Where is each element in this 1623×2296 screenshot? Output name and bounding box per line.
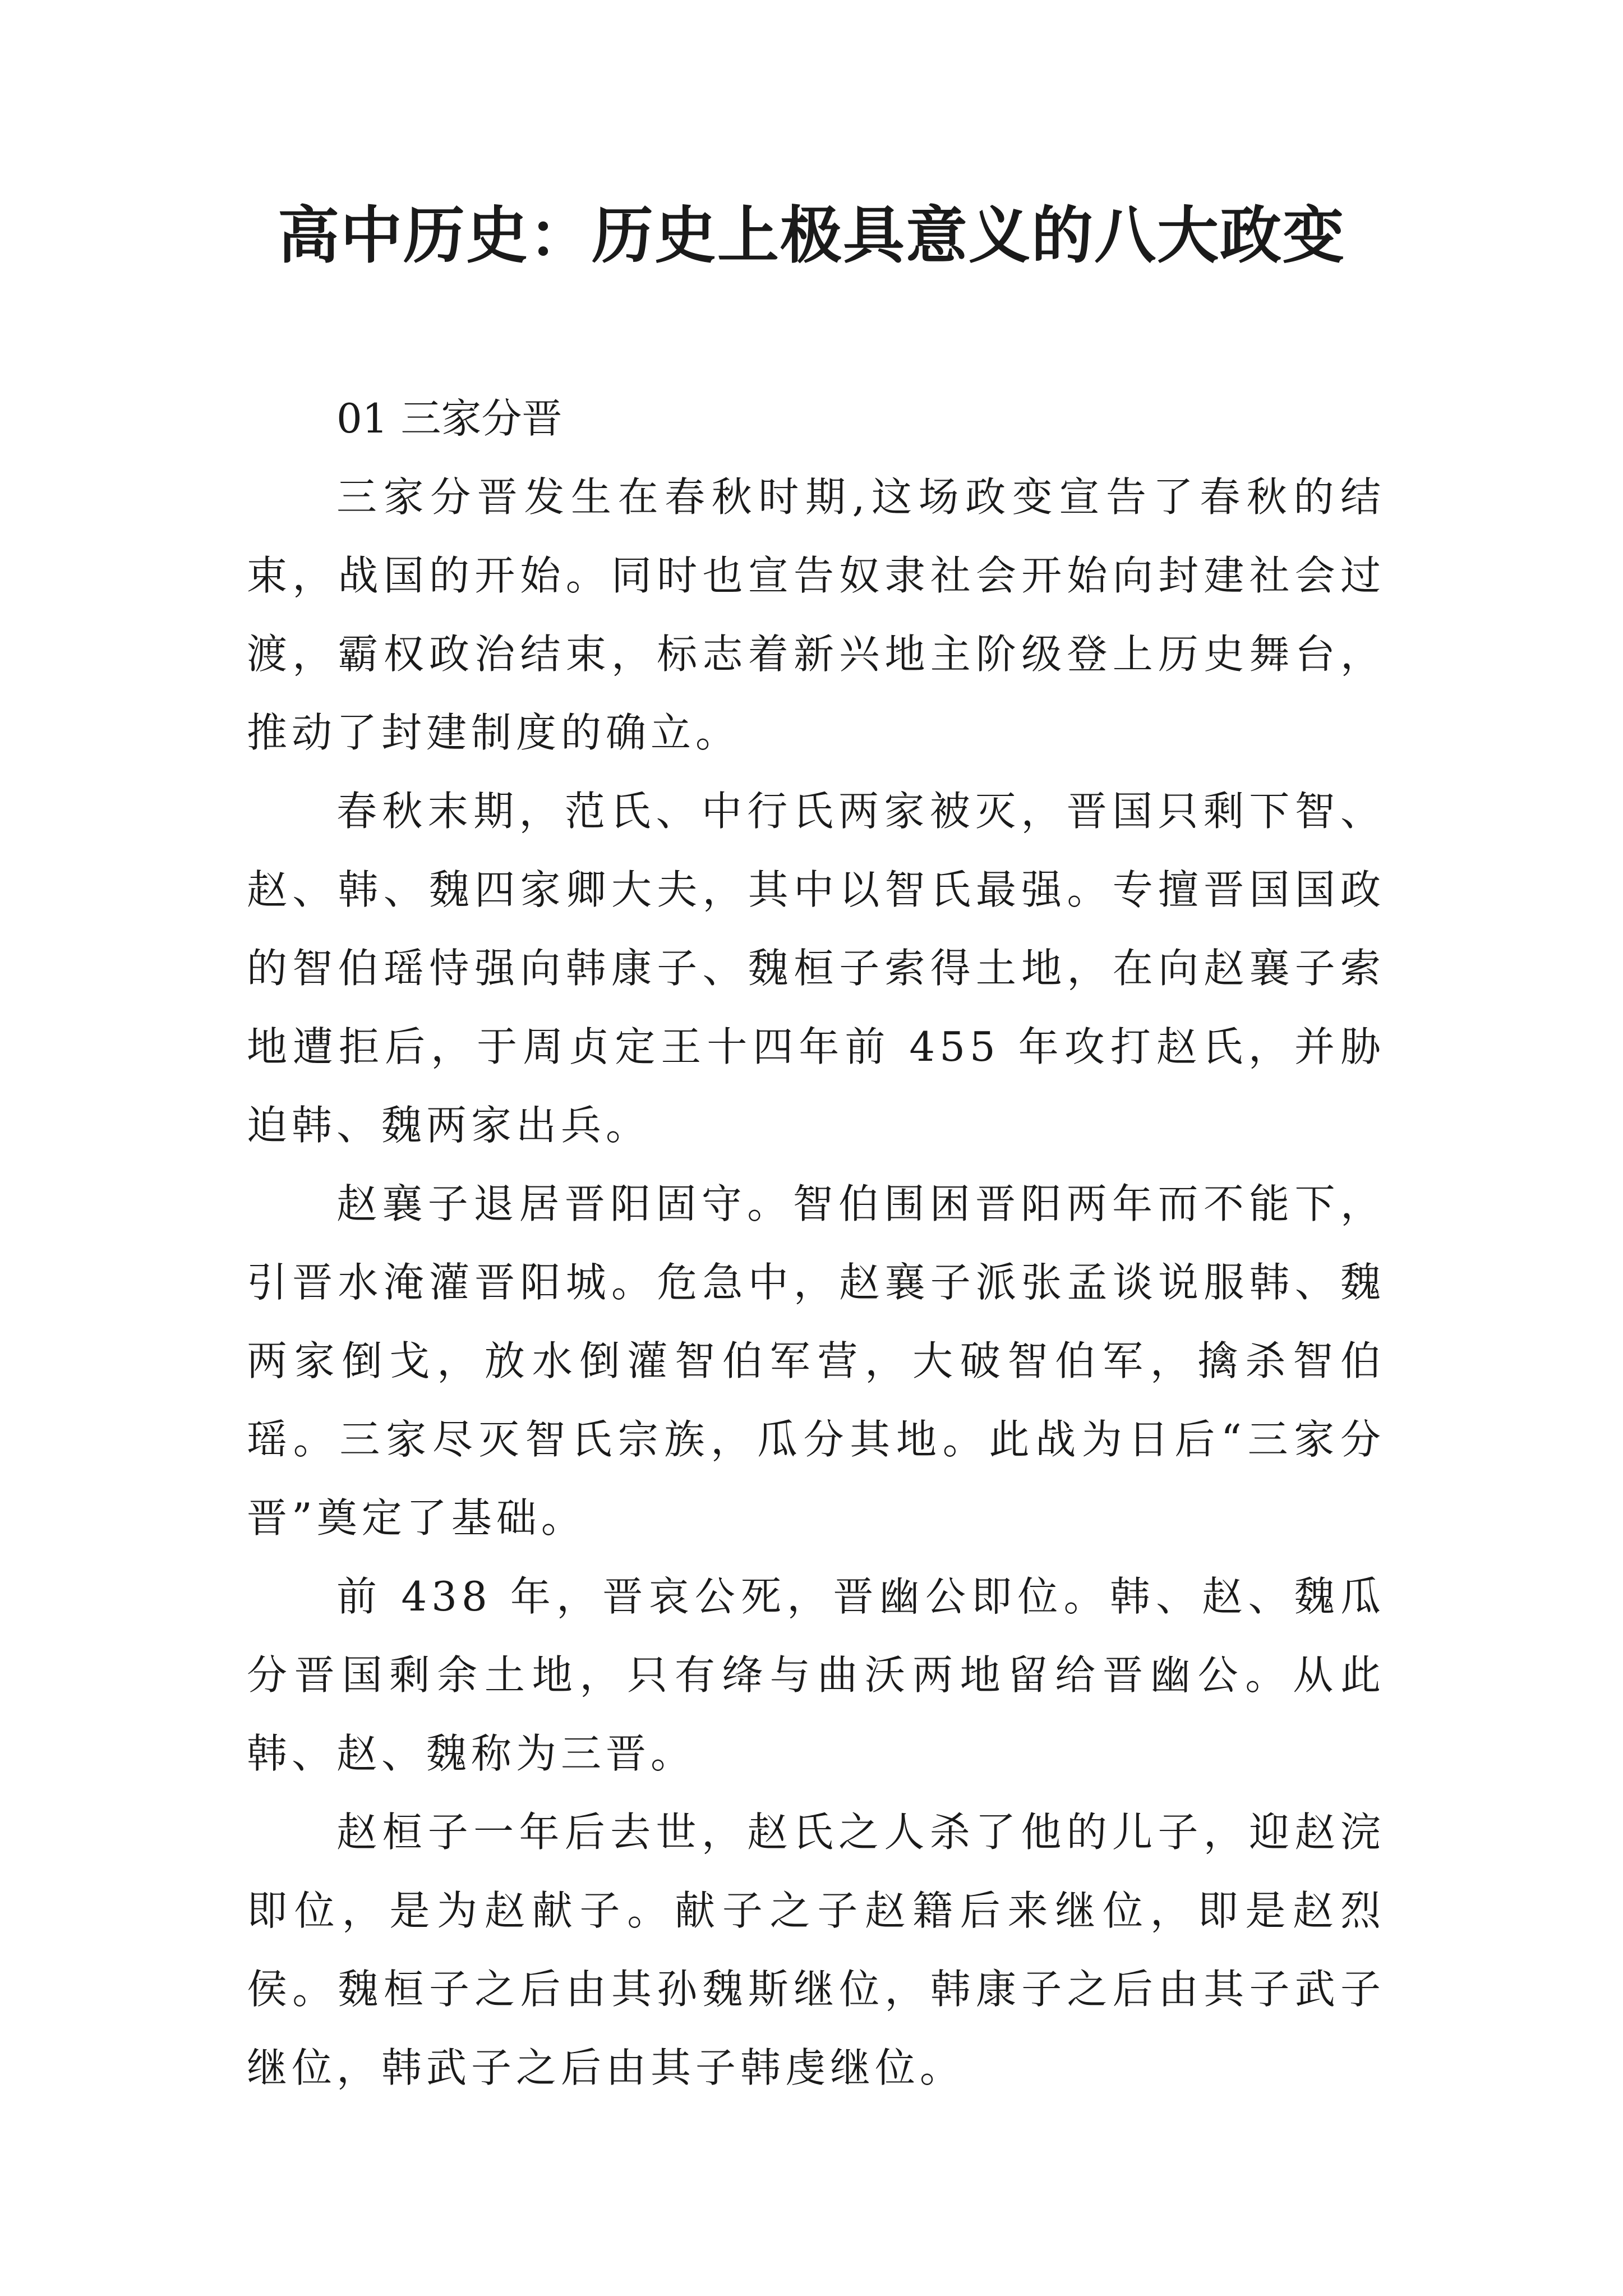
paragraph-3: 赵襄子退居晋阳固守。智伯围困晋阳两年而不能下，引晋水淹灌晋阳城。危急中，赵襄子派张孟谈说服韩、魏两家倒戈，放水倒灌智伯军营，大破智伯军，擒杀智伯瑶。三家尽灭智氏宗族，瓜分其地。此战为日后“三家分晋”奠定了基础。 (247, 1180, 1385, 1542)
document-title: 高中历史：历史上极具意义的八大政变 (278, 199, 1345, 272)
paragraph-2: 春秋末期，范氏、中行氏两家被灭，晋国只剩下智、赵、韩、魏四家卿大夫，其中以智氏最强。专擅晋国国政的智伯瑶恃强向韩康子、魏桓子索得土地，在向赵襄子索地遭拒后，于周贞定王十四年前 455 年攻打赵氏，并胁迫韩、魏两家出兵。 (247, 788, 1385, 1149)
paragraph-5: 赵桓子一年后去世，赵氏之人杀了他的儿子，迎赵浣即位，是为赵献子。献子之子赵籍后来继位，即是赵烈侯。魏桓子之后由其孙魏斯继位，韩康子之后由其子武子继位，韩武子之后由其子韩虔继位。 (247, 1809, 1385, 2091)
section-heading: 01 三家分晋 (336, 395, 562, 442)
document-body (247, 379, 1385, 2107)
paragraph-4: 前 438 年，晋哀公死，晋幽公即位。韩、赵、魏瓜分晋国剩余土地，只有绛与曲沃两地留给晋幽公。从此韩、赵、魏称为三晋。 (247, 1573, 1385, 1777)
paragraph-1: 三家分晋发生在春秋时期,这场政变宣告了春秋的结束，战国的开始。同时也宣告奴隶社会开始向封建社会过渡，霸权政治结束，标志着新兴地主阶级登上历史舞台，推动了封建制度的确立。 (247, 473, 1385, 756)
